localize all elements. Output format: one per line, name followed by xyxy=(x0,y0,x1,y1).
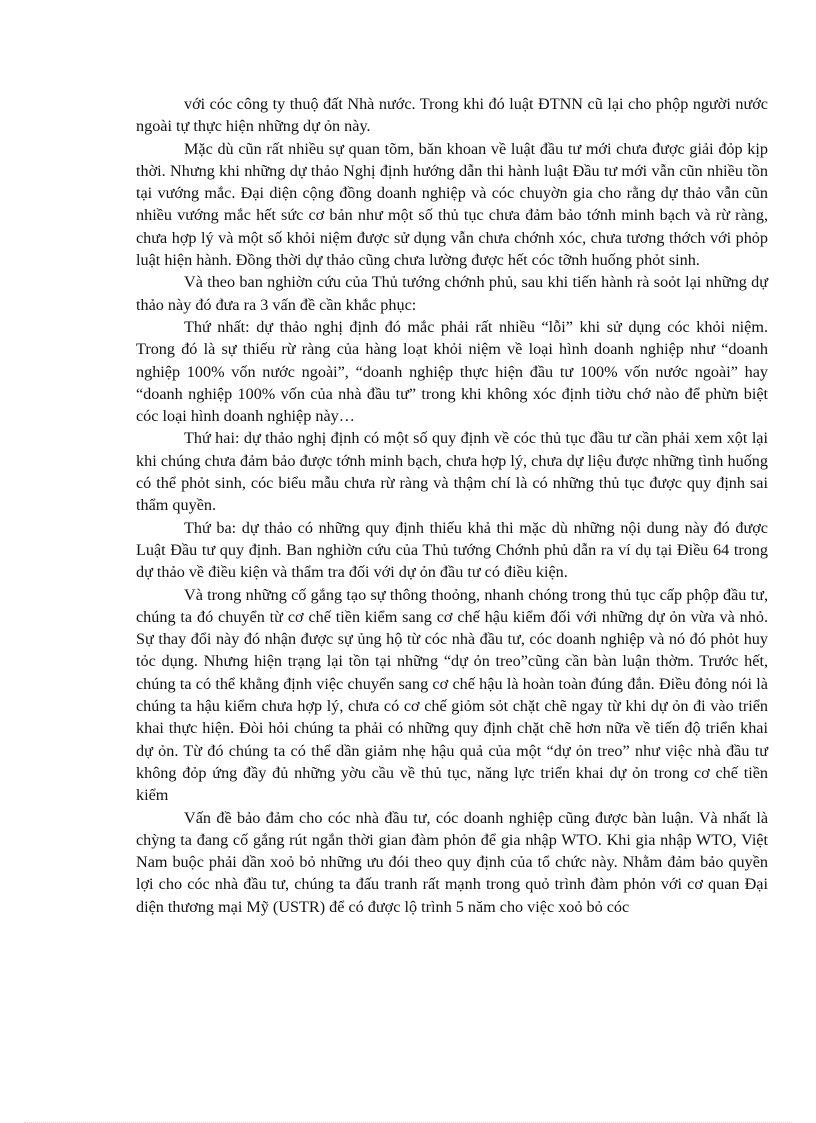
paragraph-5: Thứ hai: dự thảo nghị định có một số quy định về cóc thủ tục đầu tư cần phải xem xột lại khi chúng chưa đảm bảo được tớnh minh bạch, chưa hợp lý, chưa dự liệu được những tình huống có thể phỏt sinh, cóc biểu mẫu chưa rừ ràng và thậm chí là có những thủ tục được quy định sai thẩm quyền. xyxy=(136,429,768,515)
paragraph-3: Và theo ban nghiờn cứu của Thủ tướng chớnh phủ, sau khi tiến hành rà soỏt lại những dự thảo này đó đưa ra 3 vấn đề cần khắc phục: xyxy=(136,273,768,314)
paragraph-7: Và trong những cố gắng tạo sự thông thoỏng, nhanh chóng trong thủ tục cấp phộp đầu tư, chúng ta đó chuyển từ cơ chế tiền kiểm sang cơ chế hậu kiểm đối với những dự ỏn vừa và nhỏ. Sự thay đổi này đó nhận được sự ủng hộ từ cóc nhà đầu tư, cóc doanh nghiệp và nó đó phỏt huy tỏc dụng. Nhưng hiện trạng lại tồn tại những “dự ỏn treo”cũng cần bàn luận thờm. Trước hết, chúng ta có thể khẳng định việc chuyển sang cơ chế hậu là hoàn toàn đúng đắn. Điều đỏng nói là chúng ta hậu kiểm chưa hợp lý, chưa có cơ chế giỏm sỏt chặt chẽ ngay từ khi dự ỏn đi vào triển khai thực hiện. Đòi hỏi chúng ta phải có những quy định chặt chẽ hơn nữa về tiến độ triển khai dự ỏn. Từ đó chúng ta có thể dần giảm nhẹ hậu quả của một “dự ỏn treo” như việc nhà đầu tư không đỏp ứng đầy đủ những yờu cầu về thủ tục, năng lực triển khai dự ỏn trong cơ chế tiền kiểm xyxy=(136,585,768,805)
paragraph-2: Mặc dù cũn rất nhiều sự quan tõm, băn khoan về luật đầu tư mới chưa được giải đỏp kịp thời. Nhưng khi những dự thảo Nghị định hướng dẫn thi hành luật Đầu tư mới vẫn cũn nhiều tồn tại vướng mắc. Đại diện cộng đồng doanh nghiệp và cóc chuyờn gia cho rằng dự thảo vẫn cũn nhiều vướng mắc hết sức cơ bản như một số thủ tục chưa đảm bảo tớnh minh bạch và rừ ràng, chưa hợp lý và một số khỏi niệm được sử dụng vẫn chưa chớnh xóc, chưa tương thớch với phỏp luật hiện hành. Đồng thời dự thảo cũng chưa lường được hết cóc tỡnh huống phỏt sinh. xyxy=(136,139,768,270)
paragraph-1: với cóc công ty thuộ đất Nhà nước. Trong khi đó luật ĐTNN cũ lại cho phộp người nước ngoài tự thực hiện những dự ỏn này. xyxy=(136,95,768,136)
body-text xyxy=(136,93,768,918)
paragraph-4: Thứ nhất: dự thảo nghị định đó mắc phải rất nhiều “lỗi” khi sử dụng cóc khỏi niệm. Trong đó là sự thiếu rừ ràng của hàng loạt khỏi niệm về loại hình doanh nghiệp như “doanh nghiệp 100% vốn nước ngoài”, “doanh nghiệp thực hiện đầu tư 100% vốn nước ngoài” hay “doanh nghiệp 100% vốn của nhà đầu tư” trong khi không xóc định tiờu chớ nào để phừn biệt cóc loại hình doanh nghiệp này… xyxy=(136,317,768,426)
paragraph-6: Thứ ba: dự thảo có những quy định thiếu khả thi mặc dù những nội dung này đó được Luật Đầu tư quy định. Ban nghiờn cứu của Thủ tướng Chớnh phủ dẫn ra ví dụ tại Điều 64 trong dự thảo về điều kiện và thẩm tra đối với dự ỏn đầu tư có điều kiện. xyxy=(136,518,768,582)
paragraph-8: Vấn đề bảo đảm cho cóc nhà đầu tư, cóc doanh nghiệp cũng được bàn luận. Và nhất là chỳng ta đang cố gắng rút ngắn thời gian đàm phỏn để gia nhập WTO. Khi gia nhập WTO, Việt Nam buộc phải dần xoỏ bỏ những ưu đói theo quy định của tổ chức này. Nhằm đảm bảo quyền lợi cho cóc nhà đầu tư, chúng ta đấu tranh rất mạnh trong quỏ trình đàm phỏn với cơ quan Đại diện thương mại Mỹ (USTR) để có được lộ trình 5 năm cho việc xoỏ bỏ cóc xyxy=(136,808,768,916)
